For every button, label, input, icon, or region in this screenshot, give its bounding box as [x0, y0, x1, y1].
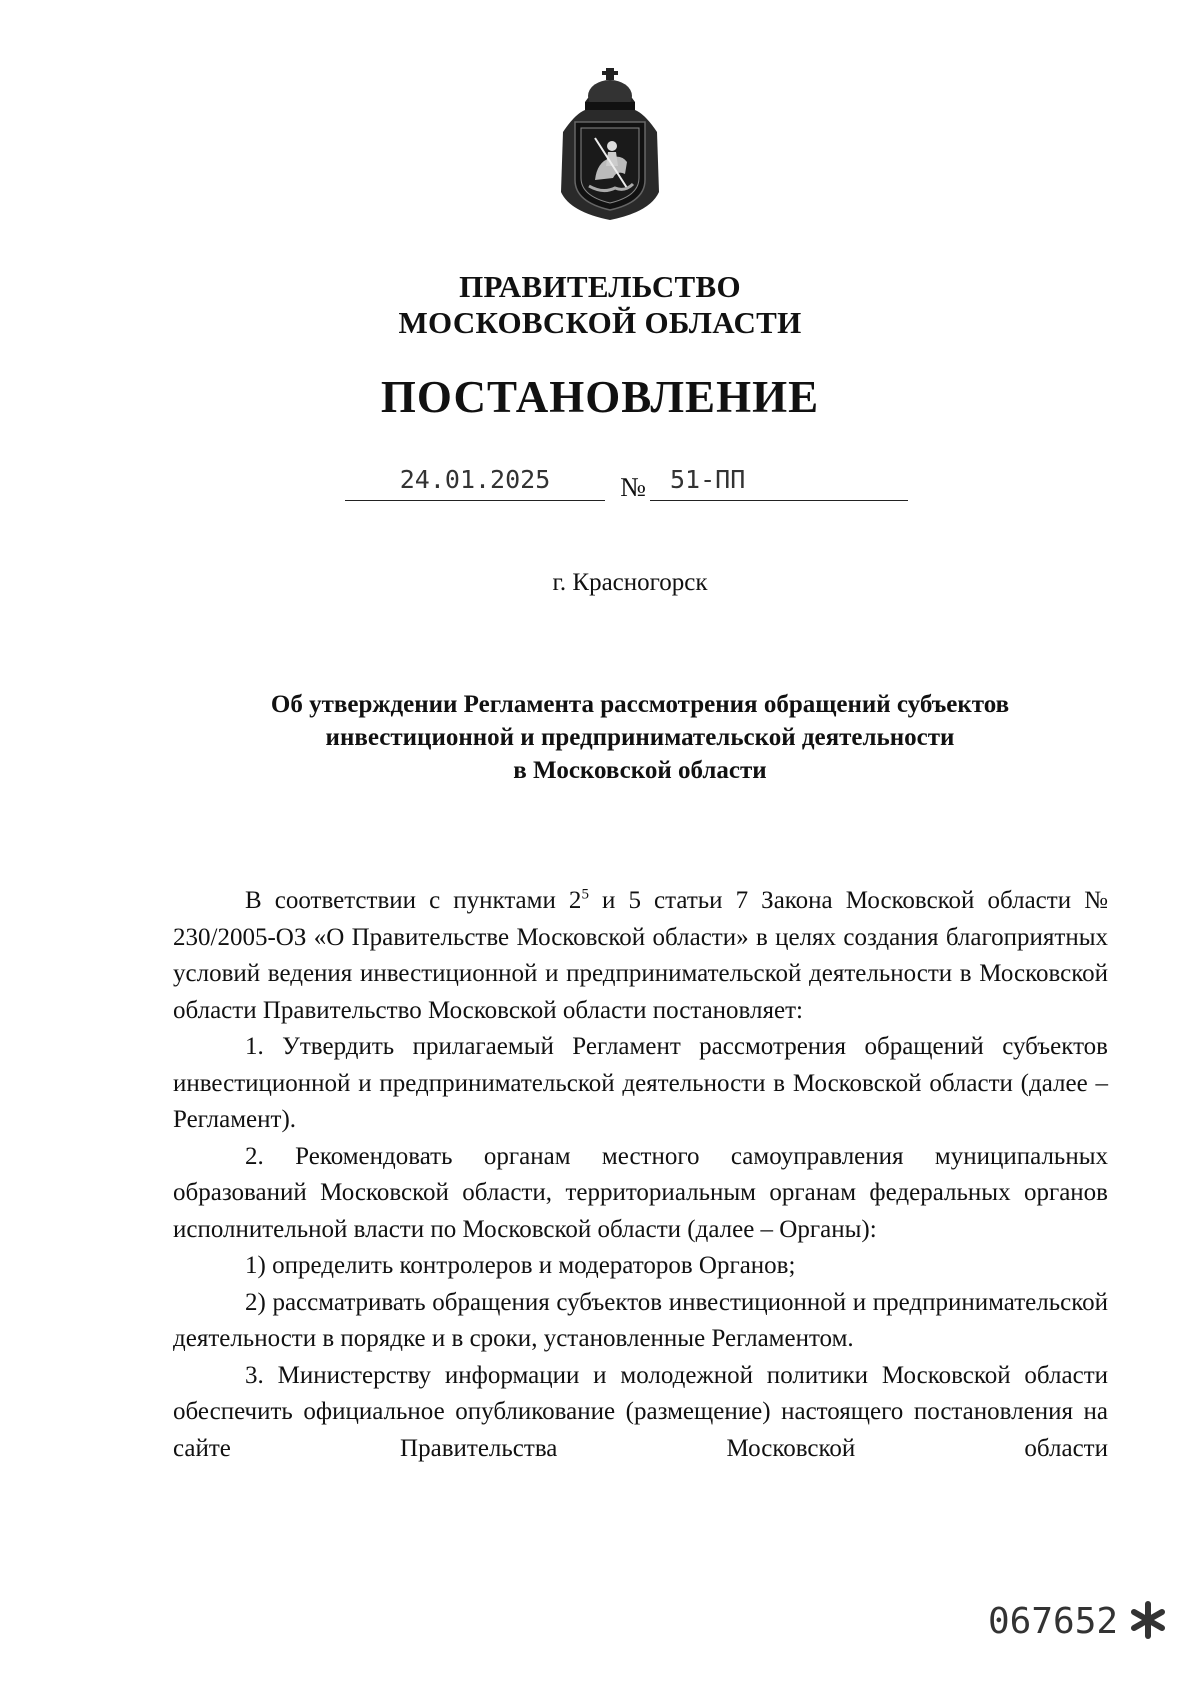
coat-of-arms-emblem [555, 62, 665, 224]
subject-line3: в Московской области [513, 757, 767, 784]
government-title-line2: МОСКОВСКОЙ ОБЛАСТИ [398, 305, 802, 340]
city-of-issue: г. Красногорск [552, 569, 708, 596]
paragraph-2: 2. Рекомендовать органам местного самоуправления муниципальных образований Московской области, территориальным органам федеральных органов исполнительной власти по Московской области (далее – Органы): [173, 1142, 1108, 1243]
paragraph-2-item-2: 2) рассматривать обращения субъектов инвестиционной и предпринимательской деятельности в порядке и в сроки, установленные Регламентом. [173, 1288, 1108, 1352]
asterisk-icon [1128, 1600, 1168, 1640]
subject-line2: инвестиционной и предпринимательской деятельности [325, 724, 955, 751]
document-subject [160, 688, 1120, 787]
paragraph-3: 3. Министерству информации и молодежной политики Московской области обеспечить официальное опубликование (размещение) настоящего постановления на сайте Правительства Московской области [173, 1361, 1108, 1462]
document-body [173, 883, 1108, 1467]
document-date: 24.01.2025 [345, 462, 605, 501]
document-type-title: ПОСТАНОВЛЕНИЕ [380, 372, 820, 422]
intro-paragraph: В соответствии с пунктами $2^5$ и 5 статьи 7 Закона Московской области № 230/2005-ОЗ «О Правительстве Московской области» в целях создания благоприятных условий ведения инвестиционной и предпринимательской деятельности в Московской области Правительство Московской области постановляет: [173, 886, 1108, 1024]
stamp-number: 067652 [988, 1601, 1119, 1642]
document-number-field [650, 462, 908, 501]
subject-line1: Об утверждении Регламента рассмотрения обращений субъектов [270, 691, 1010, 718]
superscript: 5 [581, 886, 589, 903]
number-sign: № [620, 472, 646, 502]
paragraph-2-item-1: 1) определить контролеров и модераторов Органов; [245, 1252, 796, 1279]
government-title-line1: ПРАВИТЕЛЬСТВО [459, 269, 741, 304]
paragraph-1: 1. Утвердить прилагаемый Регламент рассмотрения обращений субъектов инвестиционной и предпринимательской деятельности в Московской области (далее – Регламент). [173, 1033, 1108, 1133]
document-number: 51-ПП [670, 465, 746, 494]
